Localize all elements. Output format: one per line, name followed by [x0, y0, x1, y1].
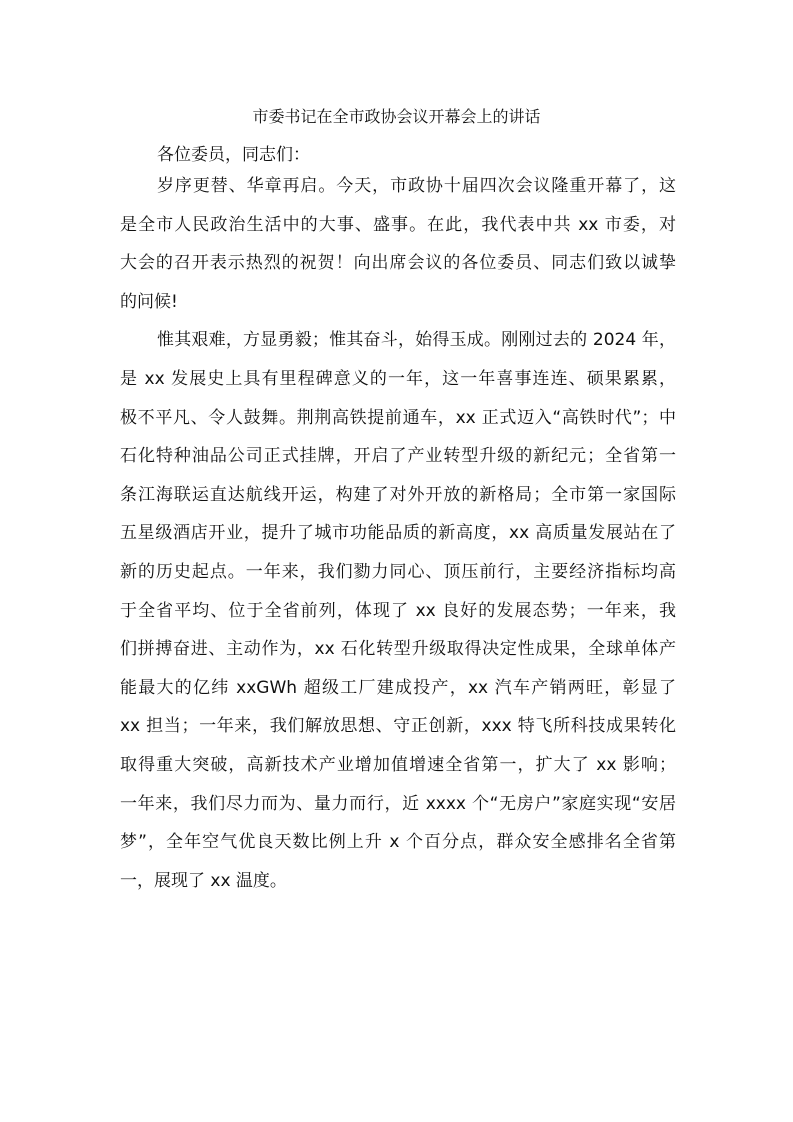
- paragraph-line: 取得重大突破，高新技术产业增加值增速全省第一，扩大了 xx 影响；: [120, 754, 676, 775]
- paragraph-line: 们拼搏奋进、主动作为，xx 石化转型升级取得决定性成果，全球单体产: [120, 639, 676, 660]
- paragraph-line: 能最大的亿纬 xxGWh 超级工厂建成投产，xx 汽车产销两旺，彰显了: [120, 677, 676, 698]
- paragraph-line: 一年来，我们尽力而为、量力而行，近 xxxx 个“无房户”家庭实现“安居: [120, 793, 676, 814]
- document-title: 市委书记在全市政协会议开幕会上的讲话: [252, 107, 541, 126]
- paragraph-line: xx 担当；一年来，我们解放思想、守正创新，xxx 特飞所科技成果转化: [120, 716, 676, 737]
- paragraph-line: 梦”，全年空气优良天数比例上升 x 个百分点，群众安全感排名全省第: [120, 832, 676, 853]
- paragraph-line: 极不平凡、令人鼓舞。荆荆高铁提前通车，xx 正式迈入“高铁时代”；中: [120, 407, 676, 428]
- paragraph-line: 的问候!: [120, 291, 178, 312]
- paragraph-line: 一，展现了 xx 温度。: [120, 870, 287, 891]
- paragraph-line: 五星级酒店开业，提升了城市功能品质的新高度，xx 高质量发展站在了: [120, 523, 676, 544]
- greeting: 各位委员，同志们：: [157, 145, 310, 165]
- paragraph-line: 惟其艰难，方显勇毅；惟其奋斗，始得玉成。刚刚过去的 2024 年，: [157, 330, 676, 351]
- paragraph-line: 是全市人民政治生活中的大事、盛事。在此，我代表中共 xx 市委，对: [120, 214, 676, 235]
- paragraph-line: 新的历史起点。一年来，我们勠力同心、顶压前行，主要经济指标均高: [120, 561, 676, 582]
- paragraph: [120, 175, 676, 329]
- paragraph-line: 是 xx 发展史上具有里程碑意义的一年，这一年喜事连连、硕果累累，: [120, 368, 676, 389]
- paragraph-line: 于全省平均、位于全省前列，体现了 xx 良好的发展态势；一年来，我: [120, 600, 676, 621]
- paragraph-line: 石化特种油品公司正式挂牌，开启了产业转型升级的新纪元；全省第一: [120, 446, 676, 467]
- document-body: [120, 175, 676, 908]
- paragraph-line: 大会的召开表示热烈的祝贺！向出席会议的各位委员、同志们致以诚挚: [120, 253, 676, 274]
- paragraph-line: 条江海联运直达航线开运，构建了对外开放的新格局；全市第一家国际: [120, 484, 676, 505]
- paragraph: [120, 329, 676, 908]
- paragraph-line: 岁序更替、华章再启。今天，市政协十届四次会议隆重开幕了，这: [157, 176, 676, 196]
